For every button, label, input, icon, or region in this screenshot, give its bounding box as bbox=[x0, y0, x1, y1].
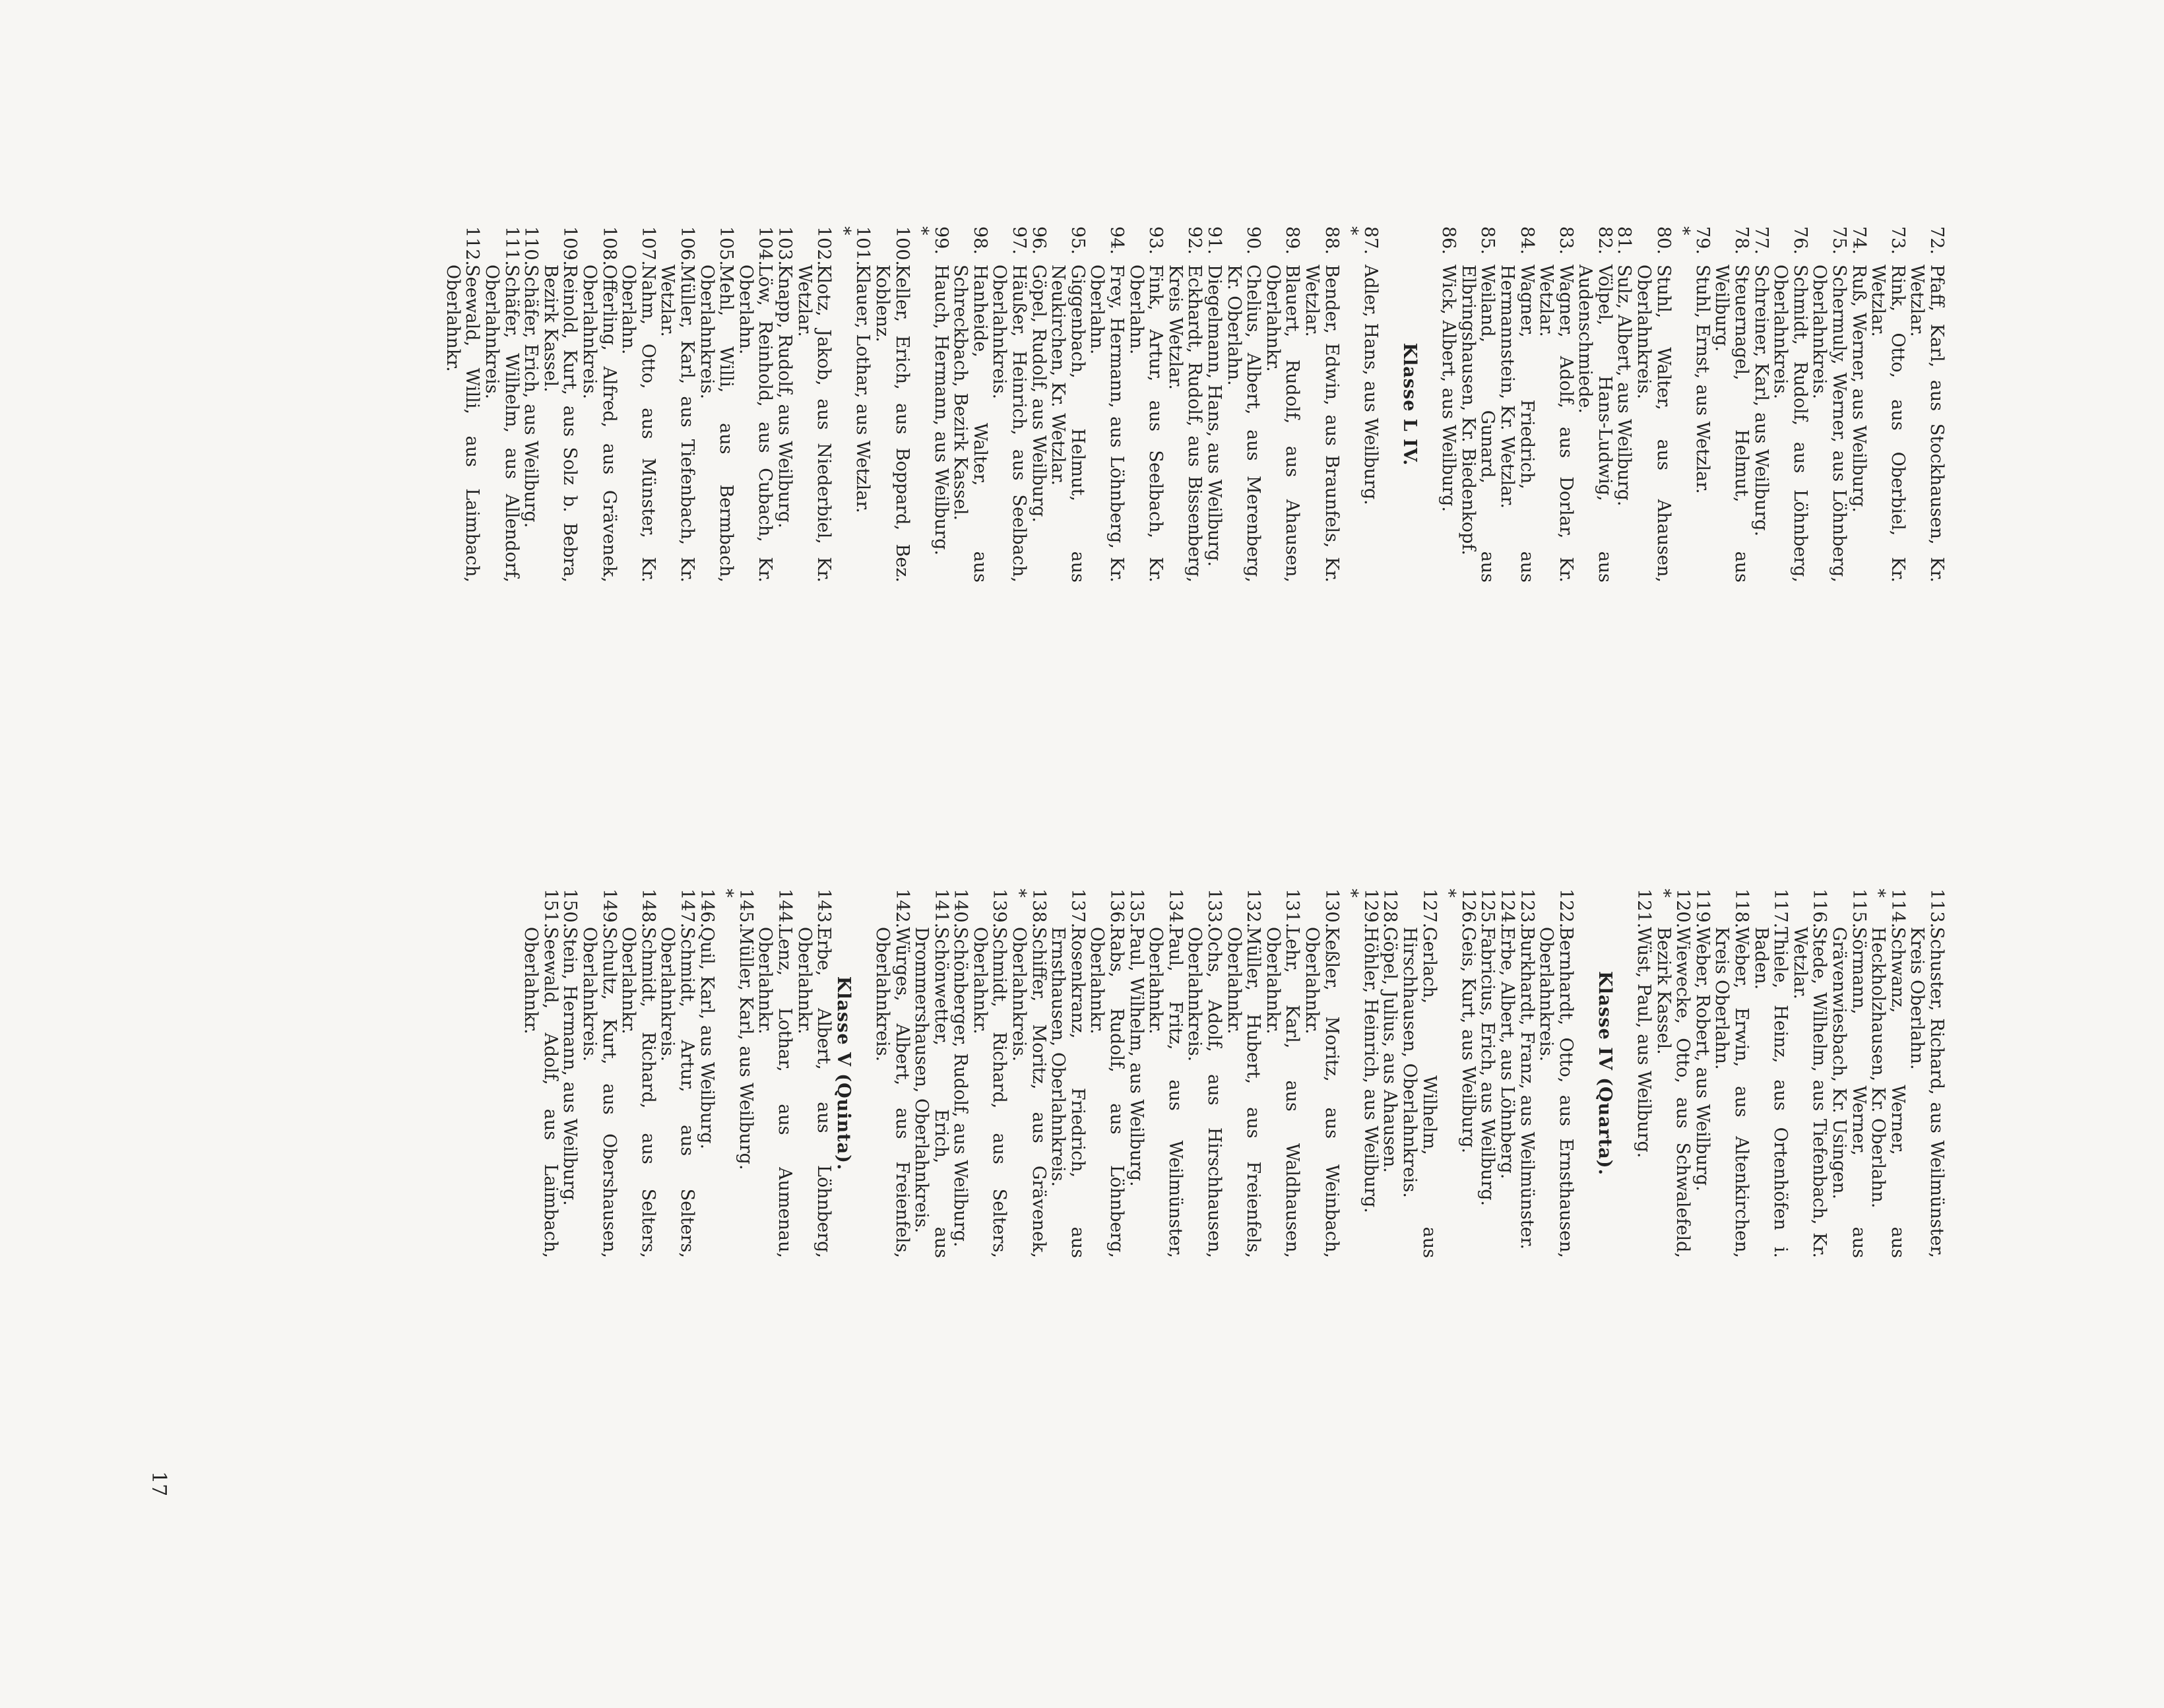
student-entry bbox=[1537, 889, 1575, 1258]
entry-text: Löw, Reinhold, aus Cubach, Kr. Oberlahn. bbox=[735, 265, 776, 583]
student-entry bbox=[736, 226, 775, 583]
student-entry bbox=[1653, 889, 1692, 1258]
entry-text: Schuster, Richard, aus Weilmünster, Kreis Oberlahn. bbox=[1907, 927, 1947, 1258]
student-entry bbox=[1692, 889, 1712, 1258]
entry-text: Geis, Kurt, aus Weilburg. bbox=[1457, 927, 1479, 1154]
student-entry bbox=[872, 226, 911, 583]
entry-number: 117. bbox=[1770, 889, 1791, 929]
entry-text: Schmidt, Richard, aus Selters, Oberlahnkr. bbox=[618, 927, 658, 1258]
entry-number: 150. bbox=[559, 889, 581, 929]
student-entry bbox=[658, 889, 697, 1258]
entry-number: 82. bbox=[1594, 226, 1615, 255]
entry-number: 75. bbox=[1829, 226, 1850, 255]
spacer bbox=[853, 889, 873, 1258]
spacer bbox=[1380, 226, 1400, 583]
student-entry bbox=[1634, 226, 1673, 583]
entry-number: 85. bbox=[1477, 226, 1498, 255]
entry-text: Schmidt, Rudolf, aus Löhnberg, Oberlahnkreis. bbox=[1770, 265, 1810, 583]
entry-number: 74. bbox=[1848, 226, 1869, 255]
entry-number: 124. bbox=[1496, 889, 1517, 929]
entry-text: Ruß, Werner, aus Weilburg. bbox=[1848, 265, 1869, 513]
entry-text: Blauert, Rudolf, aus Ahausen, Oberlahnkr. bbox=[1262, 265, 1303, 583]
student-entry bbox=[1810, 226, 1849, 583]
entry-text: Schönberger, Rudolf, aus Weilburg. bbox=[950, 927, 971, 1248]
student-entry bbox=[1263, 226, 1302, 583]
student-entry bbox=[1399, 889, 1438, 1258]
entry-text: Klotz, Jakob, aus Niederbiel, Kr. Wetzlar. bbox=[794, 265, 835, 583]
entry-number: 91. bbox=[1204, 226, 1225, 255]
entry-number: 104. bbox=[755, 226, 776, 267]
entry-text: Schönwetter, Erich, aus Drommershausen, Oberlahnkreis. bbox=[911, 927, 951, 1258]
entry-text: Chelius, Albert, aus Merenberg, Kr. Oberlahn. bbox=[1223, 265, 1264, 583]
student-entry bbox=[1712, 226, 1751, 583]
entry-text: Fabricius, Erich, aus Weilburg. bbox=[1477, 927, 1498, 1207]
entry-text: Weiland, Gunard, aus Elbringshausen, Kr. Biedenkopf. bbox=[1457, 265, 1498, 583]
entry-number: 111. bbox=[501, 226, 522, 267]
entry-number: 131. bbox=[1282, 889, 1303, 929]
entry-number: 90. bbox=[1243, 226, 1264, 255]
student-entry bbox=[1517, 889, 1537, 1258]
student-entry bbox=[970, 889, 1009, 1258]
entry-number: 149. bbox=[598, 889, 620, 929]
entry-number: 132. bbox=[1243, 889, 1264, 929]
entry-text: Häußer, Heinrich, aus Seelbach, Oberlahnkreis. bbox=[989, 265, 1030, 583]
entry-number: 118. bbox=[1731, 889, 1752, 929]
student-entry bbox=[658, 226, 697, 583]
entry-number: 86. bbox=[1438, 226, 1459, 255]
entry-text: Gerlach, Wilhelm, aus Hirschhausen, Oberlahnkreis. bbox=[1399, 927, 1440, 1258]
student-entry bbox=[579, 889, 618, 1258]
entry-number: 106. bbox=[677, 226, 697, 267]
entry-text: Wagner, Adolf, aus Dorlar, Kr. Wetzlar. bbox=[1536, 265, 1576, 583]
student-entry bbox=[1829, 889, 1868, 1258]
class-heading: Klasse IV (Quarta). bbox=[1594, 971, 1615, 1176]
student-entry bbox=[1224, 889, 1263, 1258]
student-entry bbox=[1380, 889, 1400, 1258]
student-entry bbox=[1868, 889, 1907, 1258]
entry-text: Mehl, Willi, aus Bermbach, Oberlahnkreis. bbox=[696, 265, 737, 583]
entry-number: 108. bbox=[598, 226, 620, 267]
student-entry bbox=[1204, 226, 1224, 583]
student-entry bbox=[560, 889, 580, 1258]
spacer bbox=[1575, 889, 1595, 1258]
entry-text: Offerling, Alfred, aus Grävenek, Oberlahnkreis. bbox=[579, 265, 620, 583]
student-entry bbox=[1341, 226, 1380, 583]
entry-text: Pfaff, Karl, aus Stockhausen, Kr. Wetzlar. bbox=[1907, 265, 1947, 583]
entry-number: 76. bbox=[1789, 226, 1810, 255]
student-entry bbox=[1263, 889, 1302, 1258]
entry-number: 101. * bbox=[833, 226, 874, 267]
entry-text: Ochs, Adolf, aus Hirschhausen, Oberlahnkreis. bbox=[1184, 927, 1225, 1258]
entry-text: Wüst, Paul, aus Weilburg. bbox=[1634, 927, 1655, 1158]
entry-number: 93. bbox=[1145, 226, 1166, 255]
entry-text: Burkhardt, Franz, aus Weilmünster. bbox=[1516, 927, 1537, 1250]
entry-number: 144. bbox=[774, 889, 795, 929]
student-entry bbox=[443, 226, 482, 583]
student-entry bbox=[1868, 226, 1907, 583]
entry-number: 142. bbox=[891, 889, 912, 929]
entry-number: 72. bbox=[1926, 226, 1947, 255]
student-entry bbox=[1673, 226, 1712, 583]
entry-number: 81. bbox=[1614, 226, 1635, 255]
entry-number: 122. bbox=[1555, 889, 1576, 929]
entry-text: Schmidt, Richard, aus Selters, Oberlahnkr. bbox=[969, 927, 1010, 1258]
entry-text: Stein, Hermann, aus Weilburg. bbox=[559, 927, 581, 1206]
entry-text: Schmidt, Artur, aus Selters, Oberlahnkreis. bbox=[657, 927, 697, 1258]
entry-number: 121. bbox=[1634, 889, 1655, 929]
entry-number: 102. bbox=[813, 226, 835, 267]
entry-text: Rosenkranz, Friedrich, aus Ernsthausen, Oberlahnkreis. bbox=[1048, 927, 1088, 1258]
student-entry bbox=[1146, 889, 1185, 1258]
spacer bbox=[1614, 889, 1634, 1258]
entry-number: 80. bbox=[1653, 226, 1674, 255]
entry-number: 78. bbox=[1731, 226, 1752, 255]
entry-text: Rink, Otto, aus Oberbiel, Kr. Wetzlar. bbox=[1868, 265, 1908, 583]
entry-text: Würges, Albert, aus Freienfels, Oberlahnkreis. bbox=[872, 927, 912, 1258]
entry-text: Frey, Hermann, aus Löhnberg, Kr. Oberlahn. bbox=[1087, 265, 1128, 583]
student-entry bbox=[1185, 889, 1224, 1258]
student-entry bbox=[1771, 226, 1810, 583]
entry-number: 139. bbox=[989, 889, 1010, 929]
entry-number: 79. * bbox=[1672, 226, 1713, 255]
student-entry bbox=[579, 226, 618, 583]
entry-text: Schiffer, Moritz, aus Grävenek, Oberlahnkreis. bbox=[1009, 927, 1049, 1258]
student-entry bbox=[951, 226, 990, 583]
entry-text: Reinold, Kurt, aus Solz b. Bebra, Bezirk Kassel. bbox=[540, 265, 581, 583]
student-entry bbox=[1712, 889, 1751, 1258]
entry-text: Erbe, Albert, aus Löhnberg. bbox=[1496, 927, 1517, 1180]
entry-number: 151. bbox=[540, 889, 561, 929]
entry-text: Völpel, Hans-Ludwig, aus Audenschmiede. bbox=[1575, 265, 1615, 583]
student-entry bbox=[521, 889, 560, 1258]
entry-number: 105. bbox=[716, 226, 737, 267]
entry-text: Steuernagel, Helmut, aus Weilburg. bbox=[1711, 265, 1752, 583]
entry-text: Seewald, Willi, aus Laimbach, Oberlahnkr. bbox=[442, 265, 483, 583]
class-heading: Klasse L IV. bbox=[1399, 342, 1420, 466]
student-entry bbox=[1478, 889, 1498, 1258]
student-entry bbox=[1537, 226, 1575, 583]
entry-text: Hanheide, Walter, aus Schreckbach, Bezirk Kassel. bbox=[950, 265, 990, 583]
student-entry bbox=[1048, 889, 1087, 1258]
entry-number: 125. bbox=[1477, 889, 1498, 929]
class-heading: Klasse V (Quinta). bbox=[833, 976, 854, 1171]
entry-text: Schäfer, Wilhelm, aus Allendorf, Oberlahnkreis. bbox=[482, 265, 522, 583]
student-entry bbox=[833, 226, 872, 583]
entry-text: Sulz, Albert, aus Weilburg. bbox=[1614, 265, 1635, 507]
entry-text: Schermuly, Werner, aus Löhnberg, Oberlahnkreis. bbox=[1809, 265, 1850, 583]
student-entry bbox=[1439, 226, 1459, 583]
entry-number: 135. bbox=[1126, 889, 1147, 929]
spacer bbox=[1419, 226, 1439, 583]
entry-text: Sörmann, Werner, aus Grävenwiesbach, Kr. Usingen. bbox=[1829, 927, 1869, 1258]
entry-text: Stuhl, Ernst, aus Wetzlar. bbox=[1692, 265, 1713, 494]
student-entry bbox=[1458, 226, 1497, 583]
entry-text: Rabs, Rudolf, aus Löhnberg, Oberlahnkr. bbox=[1087, 927, 1128, 1258]
entry-number: 147. bbox=[677, 889, 697, 929]
entry-text: Schwanz, Werner, aus Heckholzhausen, Kr. Oberlahn. bbox=[1868, 927, 1908, 1258]
entry-number: 123. bbox=[1516, 889, 1537, 929]
student-entry bbox=[716, 889, 755, 1258]
entry-number: 138. * bbox=[1009, 889, 1049, 929]
entry-text: Eckhardt, Rudolf, aus Bissenberg, Kreis Wetzlar. bbox=[1164, 265, 1205, 583]
entry-text: Höhler, Heinrich, aus Weilburg. bbox=[1360, 927, 1381, 1213]
entry-text: Stede, Wilhelm, aus Tiefenbach, Kr. Wetzlar. bbox=[1789, 927, 1830, 1258]
student-entry bbox=[1439, 889, 1478, 1258]
entry-number: 107. bbox=[637, 226, 658, 267]
entry-text: Stuhl, Walter, aus Ahausen, Oberlahnkreis. bbox=[1634, 265, 1674, 583]
entry-number: 88. bbox=[1321, 226, 1342, 255]
student-entry bbox=[990, 226, 1029, 583]
student-entry bbox=[1029, 226, 1048, 583]
student-entry bbox=[775, 226, 794, 583]
student-entry bbox=[521, 226, 541, 583]
entry-number: 96. bbox=[1028, 226, 1049, 255]
entry-number: 146. bbox=[696, 889, 717, 929]
entry-text: Göpel, Rudolf, aus Weilburg. bbox=[1028, 265, 1049, 523]
entry-number: 112. bbox=[462, 226, 483, 267]
entry-number: 92. bbox=[1184, 226, 1205, 255]
entry-number: 94. bbox=[1106, 226, 1128, 255]
student-entry bbox=[1302, 889, 1341, 1258]
student-entry bbox=[1087, 889, 1126, 1258]
entry-text: Müller, Karl, aus Tiefenbach, Kr. Wetzlar. bbox=[657, 265, 697, 583]
entry-number: 119. bbox=[1692, 889, 1713, 929]
student-entry bbox=[1497, 226, 1536, 583]
entry-text: Lehr, Karl, aus Waldhausen, Oberlahnkr. bbox=[1262, 927, 1303, 1258]
student-entry bbox=[1087, 226, 1126, 583]
entry-number: 73. bbox=[1887, 226, 1908, 255]
student-entry bbox=[1341, 889, 1380, 1258]
entry-number: 148. bbox=[637, 889, 658, 929]
student-entry bbox=[794, 889, 833, 1258]
entry-number: 129. * bbox=[1341, 889, 1381, 929]
entry-number: 97. bbox=[1009, 226, 1030, 255]
student-entry bbox=[1126, 889, 1146, 1258]
entry-number: 120. * bbox=[1653, 889, 1694, 929]
entry-number: 126. * bbox=[1438, 889, 1479, 929]
student-entry bbox=[619, 889, 658, 1258]
student-entry bbox=[872, 889, 911, 1258]
student-entry bbox=[697, 889, 716, 1258]
student-entry bbox=[619, 226, 658, 583]
student-entry bbox=[951, 889, 971, 1258]
entry-text: Knapp, Rudolf, aus Weilburg. bbox=[774, 265, 795, 528]
entry-text: Paul, Fritz, aus Weilmünster, Oberlahnkr. bbox=[1145, 927, 1186, 1258]
student-entry bbox=[1907, 226, 1946, 583]
student-entry bbox=[1165, 226, 1204, 583]
entry-text: Müller, Hubert, aus Freienfels, Oberlahnkr. bbox=[1223, 927, 1264, 1258]
entry-text: Quil, Karl, aus Weilburg. bbox=[696, 927, 717, 1150]
left-column bbox=[443, 226, 1946, 583]
student-entry bbox=[912, 889, 951, 1258]
entry-number: 143. bbox=[813, 889, 835, 929]
entry-number: 87. * bbox=[1341, 226, 1381, 255]
entry-text: Weber, Erwin, aus Altenkirchen, Kreis Oberlahn. bbox=[1711, 927, 1752, 1258]
student-entry bbox=[1907, 889, 1946, 1258]
entry-text: Bernhardt, Otto, aus Ernsthausen, Oberlahnkreis. bbox=[1536, 927, 1576, 1258]
student-entry bbox=[755, 889, 794, 1258]
student-entry bbox=[1126, 226, 1165, 583]
entry-number: 115. bbox=[1848, 889, 1869, 929]
entry-number: 95. bbox=[1067, 226, 1088, 255]
entry-number: 109. bbox=[559, 226, 581, 267]
entry-text: Schultz, Kurt, aus Obershausen, Oberlahnkreis. bbox=[579, 927, 620, 1258]
entry-text: Giggenbach, Helmut, aus Neukirchen, Kr. Wetzlar. bbox=[1048, 265, 1088, 583]
entry-text: Wagner, Friedrich, aus Hermannstein, Kr. Wetzlar. bbox=[1496, 265, 1537, 583]
student-entry bbox=[697, 226, 736, 583]
student-entry bbox=[482, 226, 521, 583]
entry-text: Lenz, Lothar, aus Aumenau, Oberlahnkr. bbox=[755, 927, 795, 1258]
entry-text: Nahm, Otto, aus Münster, Kr. Oberlahn. bbox=[618, 265, 658, 583]
student-entry bbox=[1614, 226, 1634, 583]
student-entry bbox=[1634, 889, 1654, 1258]
student-entry bbox=[1790, 889, 1829, 1258]
entry-text: Seewald, Adolf, aus Laimbach, Oberlahnkr. bbox=[521, 927, 561, 1258]
entry-number: 136. bbox=[1106, 889, 1128, 929]
entry-text: Klauer, Lothar, aus Wetzlar. bbox=[852, 265, 874, 513]
entry-number: 116. bbox=[1809, 889, 1830, 929]
entry-text: Adler, Hans, aus Weilburg. bbox=[1360, 265, 1381, 505]
student-entry bbox=[1751, 226, 1771, 583]
student-entry bbox=[1224, 226, 1263, 583]
entry-number: 145. * bbox=[716, 889, 756, 929]
entry-number: 98. bbox=[969, 226, 990, 255]
entry-number: 137. bbox=[1067, 889, 1088, 929]
entry-number: 133. bbox=[1204, 889, 1225, 929]
entry-number: 128. bbox=[1380, 889, 1401, 929]
entry-text: Hauch, Hermann, aus Weilburg. bbox=[930, 265, 951, 555]
entry-text: Schäfer, Erich, aus Weilburg. bbox=[521, 265, 542, 528]
student-entry bbox=[1849, 226, 1868, 583]
entry-text: Weber, Robert, aus Weilburg. bbox=[1692, 927, 1713, 1191]
entry-text: Bender, Edwin, aus Braunfels, Kr. Wetzlar. bbox=[1302, 265, 1342, 583]
student-entry bbox=[1302, 226, 1341, 583]
student-entry bbox=[912, 226, 951, 583]
entry-text: Paul, Wilhelm, aus Weilburg. bbox=[1126, 927, 1147, 1187]
entry-text: Schreiner, Karl, aus Weilburg. bbox=[1750, 265, 1771, 537]
entry-number: 113. bbox=[1926, 889, 1947, 929]
entry-text: Keller, Erich, aus Boppard, Bez. Koblenz. bbox=[872, 265, 912, 583]
entry-number: 114. * bbox=[1868, 889, 1908, 929]
right-column bbox=[521, 889, 1946, 1258]
entry-number: 89. bbox=[1282, 226, 1303, 255]
entry-text: Göpel, Julius, aus Ahausen. bbox=[1380, 927, 1401, 1173]
student-entry bbox=[1575, 226, 1614, 583]
student-entry bbox=[540, 226, 579, 583]
entry-text: Fink, Artur, aus Seelbach, Kr. Oberlahn. bbox=[1126, 265, 1166, 583]
page-number: 17 bbox=[147, 1471, 170, 1497]
student-entry bbox=[794, 226, 833, 583]
entry-text: Thiele, Heinz, aus Ortenhöfen i. Baden. bbox=[1750, 927, 1791, 1258]
student-entry bbox=[1497, 889, 1517, 1258]
entry-number: 84. bbox=[1516, 226, 1537, 255]
entry-number: 99. * bbox=[911, 226, 951, 255]
entry-number: 103. bbox=[774, 226, 795, 267]
entry-number: 130. bbox=[1321, 889, 1342, 929]
entry-text: Keßler, Moritz, aus Weinbach, Oberlahnkr. bbox=[1302, 927, 1342, 1258]
entry-number: 110. bbox=[521, 226, 542, 267]
entry-number: 134. bbox=[1164, 889, 1186, 929]
entry-text: Diegelmann, Hans, aus Weilburg. bbox=[1204, 265, 1225, 567]
entry-number: 100. bbox=[891, 226, 912, 267]
student-entry bbox=[1048, 226, 1087, 583]
entry-number: 141. bbox=[930, 889, 951, 929]
entry-number: 83. bbox=[1555, 226, 1576, 255]
entry-text: Wick, Albert, aus Weilburg. bbox=[1438, 265, 1459, 513]
entry-text: Müller, Karl, aus Weilburg. bbox=[735, 927, 756, 1170]
entry-number: 127. bbox=[1418, 889, 1440, 929]
student-entry bbox=[1009, 889, 1048, 1258]
entry-text: Wiewecke, Otto, aus Schwalefeld, Bezirk Kassel. bbox=[1653, 927, 1694, 1258]
entry-text: Erbe, Albert, aus Löhnberg, Oberlahnkr. bbox=[794, 927, 835, 1258]
student-entry bbox=[1751, 889, 1790, 1258]
entry-number: 140. bbox=[950, 889, 971, 929]
entry-number: 77. bbox=[1750, 226, 1771, 255]
